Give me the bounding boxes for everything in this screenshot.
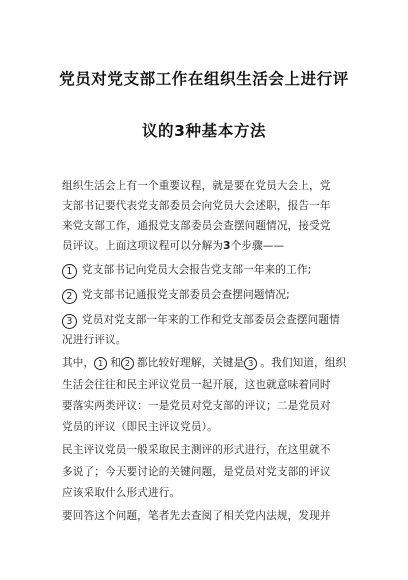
step-1-number-circle: 1 <box>62 264 77 279</box>
paragraph-1-line-4-tail: 个步骤—— <box>230 240 285 252</box>
step-2-text: 党支部书记通报党支部委员会查摆问题情况; <box>82 289 290 301</box>
step-3 <box>62 313 340 329</box>
paragraph-1-line-1: 组织生活会上有一个重要议程，就是要在党员大会上，党 <box>62 180 331 192</box>
document-title-line-2: 议的3种基本方法 <box>141 122 267 140</box>
paragraph-1-line-3: 来党支部工作，通报党支部委员会查摆问题情况，接受党 <box>62 220 331 232</box>
step-1 <box>62 263 311 279</box>
p2-and: 和 <box>110 357 121 369</box>
paragraph-2-line-2: 生活会往往和民主评议党员一起开展，这也就意味着同时 <box>62 379 331 391</box>
ref-circle-2: 2 <box>121 357 134 370</box>
paragraph-1-line-4-text: 员评议。上面这项议程可以分解为 <box>62 240 224 252</box>
paragraph-4-line-1: 要回答这个问题，笔者先去查阅了相关党内法规，发现并 <box>62 510 331 522</box>
step-2-number-circle: 2 <box>62 289 77 304</box>
paragraph-3-line-3: 应该采取什么形式进行。 <box>62 487 181 499</box>
step-2 <box>62 288 290 304</box>
step-3-text: 党员对党支部一年来的工作和党支部委员会查摆问题情 <box>82 314 340 326</box>
step-3-number-circle: 3 <box>62 314 77 329</box>
ref-circle-3: 3 <box>244 357 257 370</box>
paragraph-1-line-2: 支部书记要代表党支部委员会向党员大会述职，报告一年 <box>62 200 331 212</box>
paragraph-2-line-1 <box>62 356 346 370</box>
p2-end: 。我们知道，组织 <box>260 357 347 369</box>
step-count: 3 <box>223 240 231 252</box>
p2-mid: 都比较好理解，关键是 <box>136 357 245 369</box>
paragraph-2-line-3: 要落实两类评议：一是党员对党支部的评议；二是党员对 <box>62 400 331 412</box>
paragraph-3-line-1: 民主评议党员一般采取民主测评的形式进行，在这里就不 <box>62 444 331 456</box>
p2-start: 其中， <box>62 357 95 369</box>
step-3-continuation: 况进行评议。 <box>62 334 127 346</box>
step-1-text: 党支部书记向党员大会报告党支部一年来的工作; <box>82 264 312 276</box>
document-title-line-1: 党员对党支部工作在组织生活会上进行评 <box>59 70 349 88</box>
paragraph-1-line-4 <box>62 239 284 253</box>
paragraph-2-line-4: 党员的评议（即民主评议党员）。 <box>62 421 218 433</box>
ref-circle-1: 1 <box>94 357 107 370</box>
paragraph-3-line-2: 多说了；今天要讨论的关键问题，是党员对党支部的评议 <box>62 466 331 478</box>
